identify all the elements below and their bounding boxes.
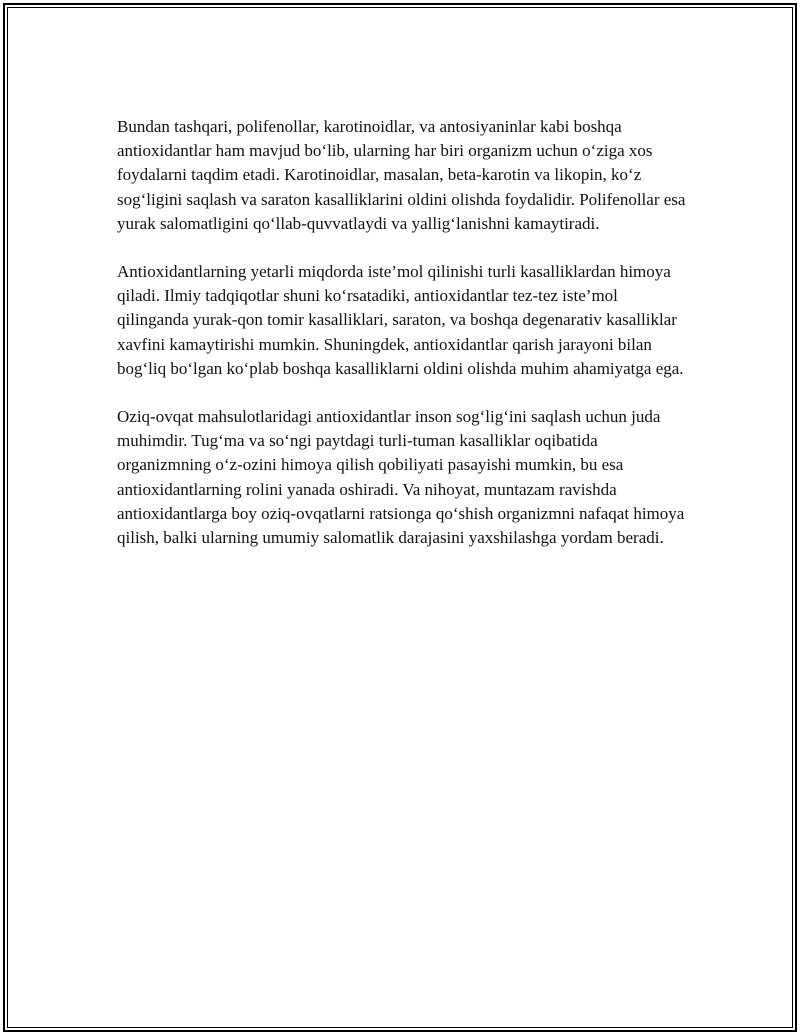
document-body: [117, 115, 687, 574]
paragraph-1: Bundan tashqari, polifenollar, karotinoidlar, va antosiyaninlar kabi boshqa antioxidantlar ham mavjud bo‘lib, ularning har biri organizm uchun o‘ziga xos foydalarni taqdim etadi. Karotinoidlar, masalan, beta-karotin va likopin, ko‘z sog‘ligini saqlash va saraton kasalliklarini oldini olishda foydalidir. Polifenollar esa yurak salomatligini qo‘llab-quvvatlaydi va yallig‘lanishni kamaytiradi.: [117, 117, 686, 233]
paragraph-2: Antioxidantlarning yetarli miqdorda iste’mol qilinishi turli kasalliklardan himoya qiladi. Ilmiy tadqiqotlar shuni ko‘rsatadiki, antioxidantlar tez-tez iste’mol qilinganda yurak-qon tomir kasalliklari, saraton, va boshqa degenarativ kasalliklar xavfini kamaytirishi mumkin. Shuningdek, antioxidantlar qarish jarayoni bilan bog‘liq bo‘lgan ko‘plab boshqa kasalliklarni oldini olishda muhim ahamiyatga ega.: [117, 262, 684, 378]
paragraph-3: Oziq-ovqat mahsulotlaridagi antioxidantlar inson sog‘lig‘ini saqlash uchun juda muhimdir. Tug‘ma va so‘ngi paytdagi turli-tuman kasalliklar oqibatida organizmning o‘z-ozini himoya qilish qobiliyati pasayishi mumkin, bu esa antioxidantlarning rolini yanada oshiradi. Va nihoyat, muntazam ravishda antioxidantlarga boy oziq-ovqatlarni ratsionga qo‘shish organizmni nafaqat himoya qilish, balki ularning umumiy salomatlik darajasini yaxshilashga yordam beradi.: [117, 407, 685, 548]
